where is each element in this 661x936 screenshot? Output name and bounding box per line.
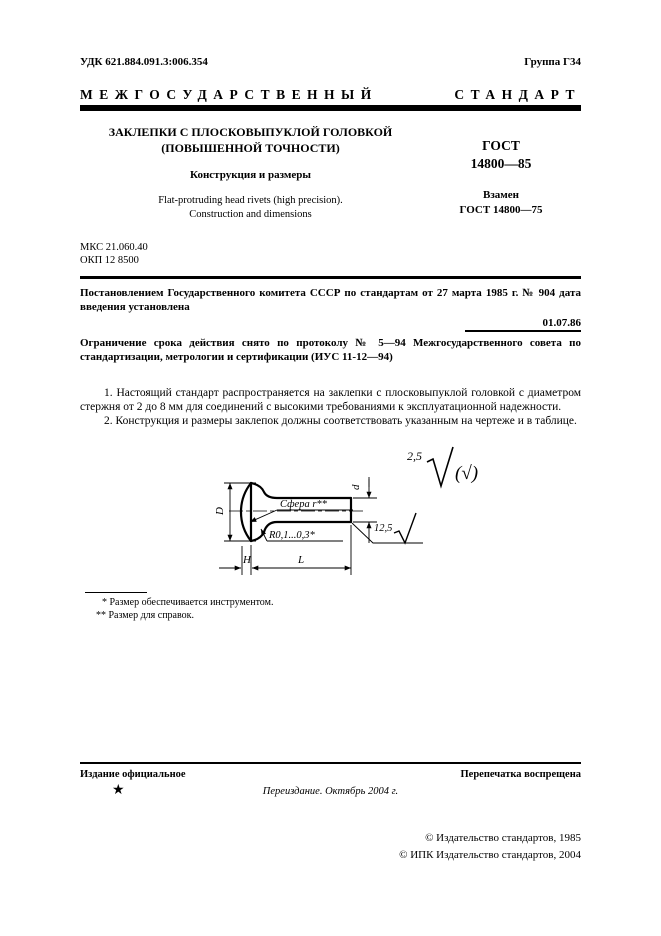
mks-code: МКС 21.060.40: [80, 241, 148, 253]
rivet-shank-top: [251, 483, 351, 498]
footer-row: [80, 769, 581, 780]
gost-number: 14800—85: [470, 155, 532, 171]
rivet-head-dome: [241, 483, 251, 541]
copyright-1985: © Издательство стандартов, 1985: [425, 832, 581, 844]
title-section: [80, 125, 581, 223]
page-content: [80, 0, 581, 622]
replaces-number: ГОСТ 14800—75: [459, 204, 543, 217]
header-bar: [80, 105, 581, 111]
roughness-shank-check-icon: [394, 513, 416, 543]
title-en-line-1: Flat-protruding head rivets (high precision).: [158, 195, 343, 207]
document-title: [90, 125, 411, 156]
dim-label-D: D: [214, 506, 226, 515]
standard-heading-word1: МЕЖГОСУДАРСТВЕННЫЙ: [80, 87, 378, 102]
official-edition-label: Издание официальное: [80, 769, 186, 780]
body-paragraph-1: 1. Настоящий стандарт распространяется на заклепки с плосковыпуклой головкой с диаметром стержня от 2 до 8 мм для соединений с высокими требованиями к эксплуатационной надежности.: [80, 386, 581, 414]
title-left-column: [80, 125, 421, 223]
reissue-note: Переиздание. Октябрь 2004 г.: [262, 786, 399, 797]
introduction-date: 01.07.86: [465, 317, 582, 332]
footnote-rule: [85, 592, 147, 593]
footnote-1: * Размер обеспечивается инструментом.: [102, 596, 274, 608]
roughness-general-value: 2,5: [407, 448, 422, 463]
roughness-alt-symbol: (√): [455, 462, 479, 484]
roughness-check-icon: [427, 447, 453, 486]
copyright-block: [80, 830, 581, 864]
footnotes: [80, 592, 581, 622]
replaces-label: Взамен: [483, 189, 519, 202]
copyright-2004: © ИПК Издательство стандартов, 2004: [399, 849, 581, 862]
title-right-column: [421, 125, 581, 223]
sphere-label: Сфера r**: [280, 498, 327, 510]
title-line-1: ЗАКЛЕПКИ С ПЛОСКОВЫПУКЛОЙ ГОЛОВКОЙ: [108, 125, 393, 139]
udk-code: УДК 621.884.091.3:006.354: [80, 56, 208, 68]
replaces-block: [421, 188, 581, 219]
star-icon: ★: [112, 783, 125, 798]
dim-label-H: H: [243, 553, 251, 566]
sphere-leader: [250, 510, 277, 522]
radius-label: R0,1...0,3*: [269, 529, 315, 541]
document-title-english: [90, 194, 411, 222]
footer-star-row: [80, 780, 581, 802]
footnote-2: ** Размер для справок.: [96, 609, 194, 621]
limitation-text: Ограничение срока действия снято по протоколу № 5—94 Межгосударственного совета по стандартизации, метрологии и сертификации (ИУС 11-12—94): [80, 337, 581, 364]
reprint-forbidden-label: Перепечатка воспрещена: [460, 769, 581, 780]
introduction-date-line: [80, 317, 581, 332]
standard-heading: [80, 87, 581, 103]
document-subtitle: Конструкция и размеры: [190, 169, 311, 182]
gost-number-block: [421, 137, 581, 172]
body-text: [80, 386, 581, 429]
decree-text: Постановлением Государственного комитета СССР по стандартам от 27 марта 1985 г. № 904 дата введения установлена: [80, 286, 581, 313]
technical-drawing: [183, 443, 581, 588]
dim-label-d: d: [350, 484, 362, 490]
group-code: Группа Г34: [524, 56, 581, 68]
header-row: [80, 56, 581, 68]
title-line-2: (ПОВЫШЕННОЙ ТОЧНОСТИ): [161, 140, 340, 155]
roughness-shank-value: 12,5: [374, 522, 393, 534]
gost-label: ГОСТ: [482, 138, 520, 153]
decree-rule: [80, 276, 581, 279]
classification-codes: [80, 241, 581, 267]
title-en-line-2: Construction and dimensions: [189, 209, 312, 221]
rivet-drawing-svg: [183, 443, 495, 583]
dim-label-L: L: [298, 553, 305, 566]
body-paragraph-2: 2. Конструкция и размеры заклепок должны соответствовать указанным на чертеже и в таблице.: [104, 415, 577, 428]
okp-code: ОКП 12 8500: [80, 254, 139, 266]
standard-heading-word2: СТАНДАРТ: [454, 87, 581, 102]
page-footer: [80, 762, 581, 864]
